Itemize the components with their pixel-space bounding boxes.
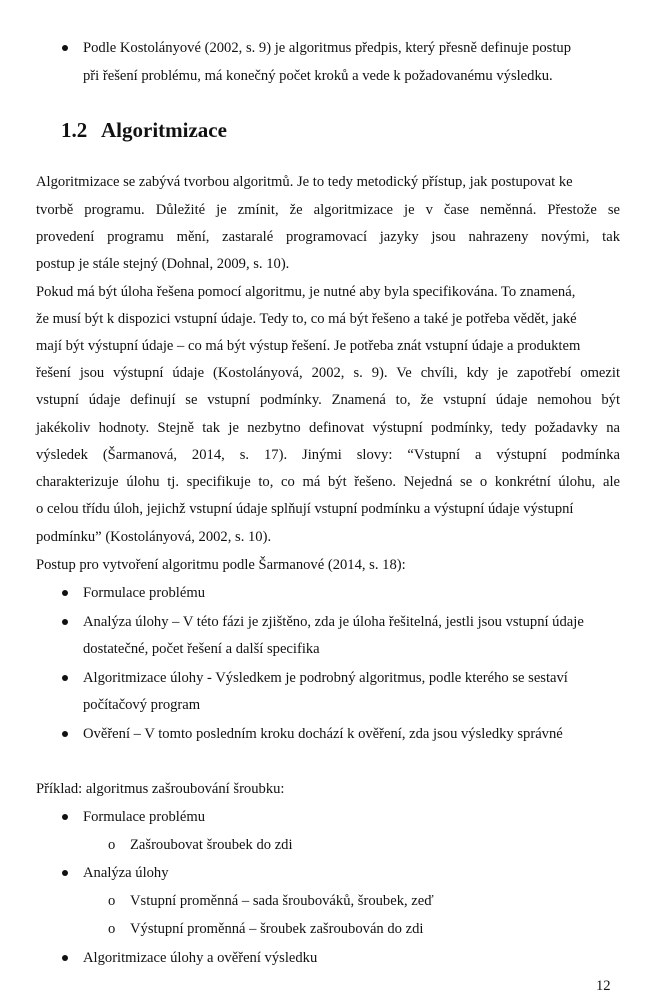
- sub-list-item-text: Výstupní proměnná – šroubek zašroubován do zdi: [130, 921, 424, 937]
- circle-bullet-icon: o: [108, 921, 116, 937]
- paragraph-text: charakterizuje úlohu tj. specifikuje to, co má být řešeno. Nejedná se o konkrétní úlohu, ale: [36, 474, 620, 490]
- bullet-icon: [62, 870, 68, 876]
- list-item-text: Algoritmizace úlohy a ověření výsledku: [83, 950, 318, 966]
- paragraph-text: provedení programu mění, zastaralé programovací jazyky jsou nahrazeny novými, tak: [36, 229, 620, 245]
- circle-bullet-icon: o: [108, 837, 116, 853]
- page-number: 12: [596, 978, 611, 994]
- list-item-text: Formulace problému: [83, 585, 205, 601]
- paragraph-text: Příklad: algoritmus zašroubování šroubku:: [36, 781, 285, 797]
- paragraph-text: Algoritmizace se zabývá tvorbou algoritmů. Je to tedy metodický přístup, jak postupovat ke: [36, 174, 573, 190]
- bullet-icon: [62, 955, 68, 961]
- list-item-text: počítačový program: [83, 697, 201, 713]
- bullet-icon: [62, 731, 68, 737]
- circle-bullet-icon: o: [108, 893, 116, 909]
- paragraph-text: výsledek (Šarmanová, 2014, s. 17). Jinými slovy: “Vstupní a výstupní podmínka: [36, 447, 620, 463]
- bullet-icon: [62, 45, 68, 51]
- list-item-text: Ověření – V tomto posledním kroku dochází k ověření, zda jsou výsledky správné: [83, 726, 563, 742]
- list-item-text: dostatečné, počet řešení a další specifika: [83, 641, 320, 657]
- paragraph-text: že musí být k dispozici vstupní údaje. Tedy to, co má být řešeno a také je potřeba vědět, jaké: [36, 311, 577, 327]
- paragraph-text: podmínku” (Kostolányová, 2002, s. 10).: [36, 529, 272, 545]
- paragraph-text: řešení jsou výstupní údaje (Kostolányová, 2002, s. 9). Ve chvíli, kdy je zapotřebí omezit: [36, 365, 620, 381]
- list-item-text: Formulace problému: [83, 809, 205, 825]
- bullet-icon: [62, 814, 68, 820]
- paragraph-text: Postup pro vytvoření algoritmu podle Šarmanové (2014, s. 18):: [36, 557, 406, 573]
- section-title: Algoritmizace: [101, 118, 227, 142]
- bullet-icon: [62, 675, 68, 681]
- paragraph-text: postup je stále stejný (Dohnal, 2009, s. 10).: [36, 256, 290, 272]
- paragraph-text: jakékoliv hodnoty. Stejně tak je nezbytno definovat výstupní podmínky, tedy požadavky na: [36, 420, 620, 436]
- sub-list-item-text: Zašroubovat šroubek do zdi: [130, 837, 293, 853]
- paragraph-text: Pokud má být úloha řešena pomocí algoritmu, je nutné aby byla specifikována. To znamená,: [36, 284, 576, 300]
- bullet-icon: [62, 590, 68, 596]
- paragraph-text: mají být výstupní údaje – co má být výstup řešení. Je potřeba znát vstupní údaje a produktem: [36, 338, 581, 354]
- paragraph-text: o celou třídu úloh, jejichž vstupní údaje splňují vstupní podmínku a výstupní údaje výstupní: [36, 501, 574, 517]
- bullet-text-line: při řešení problému, má konečný počet kroků a vede k požadovanému výsledku.: [83, 68, 553, 84]
- sub-list-item-text: Vstupní proměnná – sada šroubováků, šroubek, zeď: [130, 893, 434, 909]
- list-item-text: Analýza úlohy – V této fázi je zjištěno, zda je úloha řešitelná, jestli jsou vstupní údaje: [83, 614, 584, 630]
- list-item-text: Analýza úlohy: [83, 865, 169, 881]
- section-number: 1.2: [61, 118, 88, 142]
- bullet-icon: [62, 619, 68, 625]
- paragraph-text: tvorbě programu. Důležité je zmínit, že algoritmizace je v čase neměnná. Přestože se: [36, 202, 620, 218]
- section-heading: [61, 117, 227, 143]
- bullet-text-line: Podle Kostolányové (2002, s. 9) je algoritmus předpis, který přesně definuje postup: [83, 40, 571, 56]
- list-item-text: Algoritmizace úlohy - Výsledkem je podrobný algoritmus, podle kterého se sestaví: [83, 670, 568, 686]
- paragraph-text: vstupní údaje definují se vstupní podmínky. Znamená to, že vstupní údaje nemohou být: [36, 392, 620, 408]
